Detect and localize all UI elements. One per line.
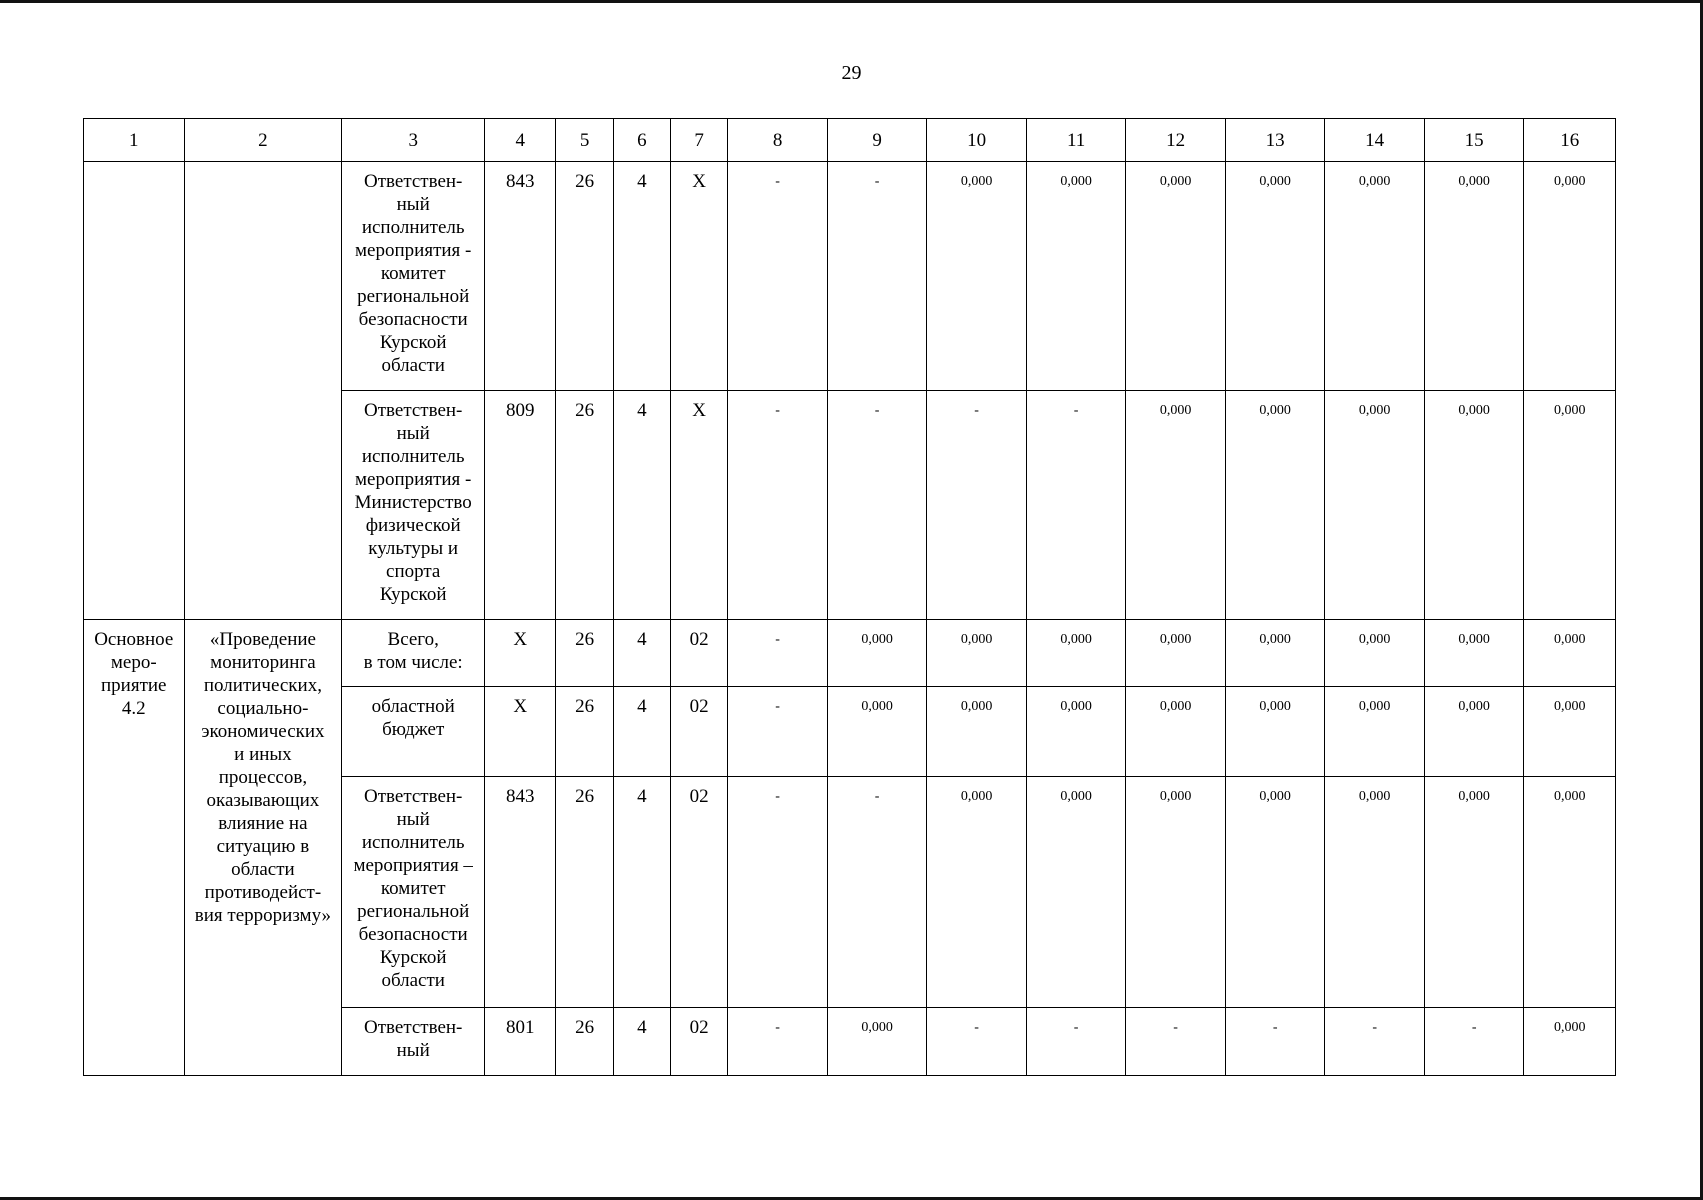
table-row [84,162,1616,391]
cell-col11: 0,000 [1026,162,1126,391]
cell-col15: - [1424,1008,1524,1076]
cell-col10: 0,000 [927,687,1027,777]
cell-col5: 26 [556,391,613,620]
cell-col13: 0,000 [1225,777,1325,1008]
header-cell: 15 [1424,119,1524,162]
header-cell: 12 [1126,119,1226,162]
cell-col15: 0,000 [1424,391,1524,620]
header-cell: 5 [556,119,613,162]
cell-col6: 4 [613,687,670,777]
cell-col12: 0,000 [1126,391,1226,620]
cell-col4: 843 [485,777,556,1008]
cell-col10: - [927,391,1027,620]
table-row [84,620,1616,687]
cell-col15: 0,000 [1424,162,1524,391]
cell-col7: X [671,391,728,620]
cell-col7: 02 [671,687,728,777]
cell-col13: 0,000 [1225,391,1325,620]
cell-col16: 0,000 [1524,620,1616,687]
cell-col7: X [671,162,728,391]
cell-col6: 4 [613,620,670,687]
header-cell: 1 [84,119,185,162]
cell-col14: - [1325,1008,1425,1076]
activity-name-cell: «Проведение мониторинга политических, социально- экономических и иных процессов, оказывающих влияние на ситуацию в области противодейст- вия терроризму» [184,620,342,1076]
cell-col5: 26 [556,777,613,1008]
activity-code-cell [84,162,185,620]
cell-col13: 0,000 [1225,162,1325,391]
header-cell: 7 [671,119,728,162]
executor-cell: Всего, в том числе: [342,620,485,687]
cell-col12: 0,000 [1126,620,1226,687]
cell-col15: 0,000 [1424,620,1524,687]
header-cell: 14 [1325,119,1425,162]
cell-col13: 0,000 [1225,620,1325,687]
cell-col5: 26 [556,162,613,391]
cell-col16: 0,000 [1524,1008,1616,1076]
cell-col8: - [728,777,828,1008]
cell-col10: 0,000 [927,162,1027,391]
cell-col13: - [1225,1008,1325,1076]
cell-col11: 0,000 [1026,620,1126,687]
cell-col8: - [728,620,828,687]
cell-col5: 26 [556,687,613,777]
cell-col14: 0,000 [1325,620,1425,687]
header-cell: 9 [827,119,927,162]
cell-col15: 0,000 [1424,687,1524,777]
cell-col16: 0,000 [1524,777,1616,1008]
cell-col5: 26 [556,1008,613,1076]
cell-col4: 843 [485,162,556,391]
executor-cell: Ответствен- ный исполнитель мероприятия - комитет региональной безопасности Курской области [342,162,485,391]
header-cell: 4 [485,119,556,162]
page-number: 29 [841,62,862,84]
budget-table [83,118,1616,1076]
cell-col10: - [927,1008,1027,1076]
header-cell: 3 [342,119,485,162]
cell-col9: - [827,391,927,620]
cell-col14: 0,000 [1325,687,1425,777]
cell-col12: - [1126,1008,1226,1076]
scan-border-top [0,0,1703,3]
header-cell: 8 [728,119,828,162]
cell-col4: X [485,687,556,777]
cell-col6: 4 [613,777,670,1008]
cell-col13: 0,000 [1225,687,1325,777]
cell-col14: 0,000 [1325,777,1425,1008]
executor-cell: Ответствен- ный исполнитель мероприятия - Министерство физической культуры и спорта Курской [342,391,485,620]
cell-col8: - [728,687,828,777]
cell-col11: 0,000 [1026,777,1126,1008]
cell-col9: 0,000 [827,1008,927,1076]
header-cell: 6 [613,119,670,162]
cell-col4: 809 [485,391,556,620]
cell-col14: 0,000 [1325,391,1425,620]
cell-col9: - [827,162,927,391]
cell-col16: 0,000 [1524,687,1616,777]
cell-col4: X [485,620,556,687]
header-cell: 10 [927,119,1027,162]
cell-col11: - [1026,1008,1126,1076]
cell-col16: 0,000 [1524,391,1616,620]
cell-col4: 801 [485,1008,556,1076]
cell-col6: 4 [613,391,670,620]
cell-col6: 4 [613,162,670,391]
executor-cell: областной бюджет [342,687,485,777]
cell-col12: 0,000 [1126,162,1226,391]
activity-name-cell [184,162,342,620]
cell-col9: - [827,777,927,1008]
cell-col7: 02 [671,620,728,687]
cell-col12: 0,000 [1126,777,1226,1008]
cell-col14: 0,000 [1325,162,1425,391]
cell-col10: 0,000 [927,620,1027,687]
cell-col8: - [728,1008,828,1076]
executor-cell: Ответствен- ный [342,1008,485,1076]
cell-col9: 0,000 [827,687,927,777]
cell-col11: - [1026,391,1126,620]
header-cell: 16 [1524,119,1616,162]
activity-code-cell: Основное меро- приятие 4.2 [84,620,185,1076]
cell-col7: 02 [671,777,728,1008]
table-header-row [84,119,1616,162]
cell-col7: 02 [671,1008,728,1076]
executor-cell: Ответствен- ный исполнитель мероприятия – комитет региональной безопасности Курской области [342,777,485,1008]
cell-col16: 0,000 [1524,162,1616,391]
header-cell: 2 [184,119,342,162]
cell-col15: 0,000 [1424,777,1524,1008]
header-cell: 11 [1026,119,1126,162]
cell-col5: 26 [556,620,613,687]
cell-col6: 4 [613,1008,670,1076]
cell-col8: - [728,162,828,391]
cell-col10: 0,000 [927,777,1027,1008]
cell-col12: 0,000 [1126,687,1226,777]
cell-col11: 0,000 [1026,687,1126,777]
cell-col9: 0,000 [827,620,927,687]
cell-col8: - [728,391,828,620]
header-cell: 13 [1225,119,1325,162]
